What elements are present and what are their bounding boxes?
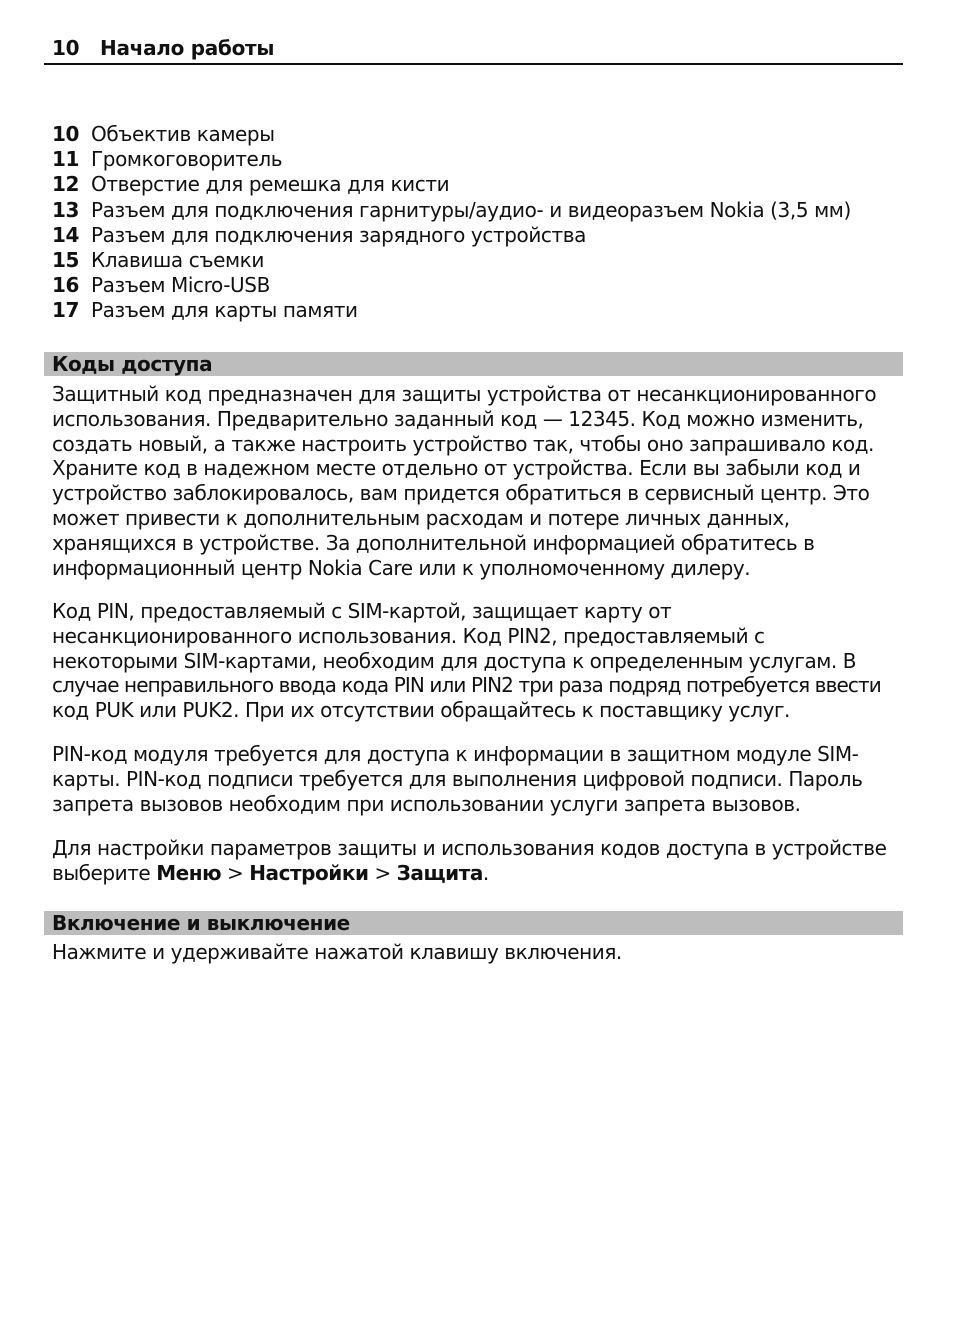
device-parts-list [52, 122, 912, 324]
item-number: 11 [52, 147, 80, 172]
paragraph-security-code [52, 382, 912, 580]
item-number: 16 [52, 273, 80, 298]
item-label: Клавиша съемки [91, 247, 264, 272]
text-line: может привести к дополнительным расходам и потере личных данных, [52, 505, 790, 530]
text-line: Нажмите и удерживайте нажатой клавишу включения. [52, 940, 622, 964]
list-item [52, 273, 912, 298]
text-line: Храните код в надежном месте отдельно от устройства. Если вы забыли код и [52, 456, 861, 481]
text-line: запрета вызовов необходим при использовании услуги запрета вызовов. [52, 791, 801, 816]
list-item [52, 248, 912, 273]
paragraph-security-settings [52, 836, 912, 886]
text-line: создать новый, а также настроить устройство так, чтобы оно запрашивало код. [52, 431, 874, 456]
item-label: Разъем для карты памяти [91, 298, 358, 323]
paragraph-power [52, 940, 912, 965]
text-line: код PUK или PUK2. При их отсутствии обращайтесь к поставщику услуг. [52, 698, 790, 723]
text-line: устройство заблокировалось, вам придется обратиться в сервисный центр. Это [52, 481, 870, 506]
item-label: Отверстие для ремешка для кисти [91, 172, 450, 197]
menu-item-settings: Настройки [249, 860, 369, 885]
menu-item-security: Защита [396, 860, 483, 885]
menu-path-prefix: выберите [52, 860, 157, 885]
list-item [52, 198, 912, 223]
menu-separator: > [368, 860, 397, 885]
text-line: использования. Предварительно заданный код — 12345. Код можно изменить, [52, 406, 864, 431]
item-number: 10 [52, 122, 80, 146]
item-number: 14 [52, 222, 80, 247]
text-line: PIN-код модуля требуется для доступа к информации в защитном модуле SIM- [52, 742, 859, 766]
menu-item-menu: Меню [156, 860, 222, 885]
item-label: Разъем Micro-USB [91, 273, 270, 298]
menu-separator: > [221, 860, 250, 885]
list-item [52, 122, 912, 147]
paragraph-module-pin [52, 742, 912, 816]
list-item [52, 172, 912, 197]
item-number: 13 [52, 197, 80, 222]
text-line: некоторыми SIM-картами, необходим для доступа к определенным услугам. В [52, 648, 856, 673]
paragraph-pin-codes [52, 599, 912, 723]
menu-path-end: . [482, 860, 489, 885]
text-line: несанкционированного использования. Код PIN2, предоставляемый с [52, 623, 765, 648]
text-line: информационный центр Nokia Care или к уполномоченному дилеру. [52, 555, 751, 580]
section-heading-power: Включение и выключение [44, 911, 903, 935]
item-label: Громкоговоритель [91, 147, 283, 172]
text-line: случае неправильного ввода кода PIN или PIN2 три раза подряд потребуется ввести [52, 673, 881, 698]
item-number: 15 [52, 247, 80, 272]
section-heading-access-codes: Коды доступа [44, 352, 903, 376]
text-line: хранящихся в устройстве. За дополнительной информацией обратитесь в [52, 530, 815, 555]
item-number: 12 [52, 172, 80, 197]
text-line: карты. PIN-код подписи требуется для выполнения цифровой подписи. Пароль [52, 766, 863, 791]
page-number: 10 [52, 36, 80, 60]
chapter-title: Начало работы [100, 36, 275, 60]
text-line: Защитный код предназначен для защиты устройства от несанкционированного [52, 382, 877, 406]
running-head [44, 34, 903, 65]
list-item [52, 223, 912, 248]
text-line: Код PIN, предоставляемый с SIM-картой, защищает карту от [52, 599, 672, 623]
item-number: 17 [52, 298, 80, 323]
text-line: Для настройки параметров защиты и использования кодов доступа в устройстве [52, 836, 887, 860]
item-label: Разъем для подключения зарядного устройства [91, 222, 587, 247]
item-label: Объектив камеры [91, 122, 275, 146]
list-item [52, 298, 912, 323]
list-item [52, 147, 912, 172]
menu-path-line [52, 861, 912, 886]
item-label: Разъем для подключения гарнитуры/аудио- и видеоразъем Nokia (3,5 мм) [91, 197, 851, 222]
